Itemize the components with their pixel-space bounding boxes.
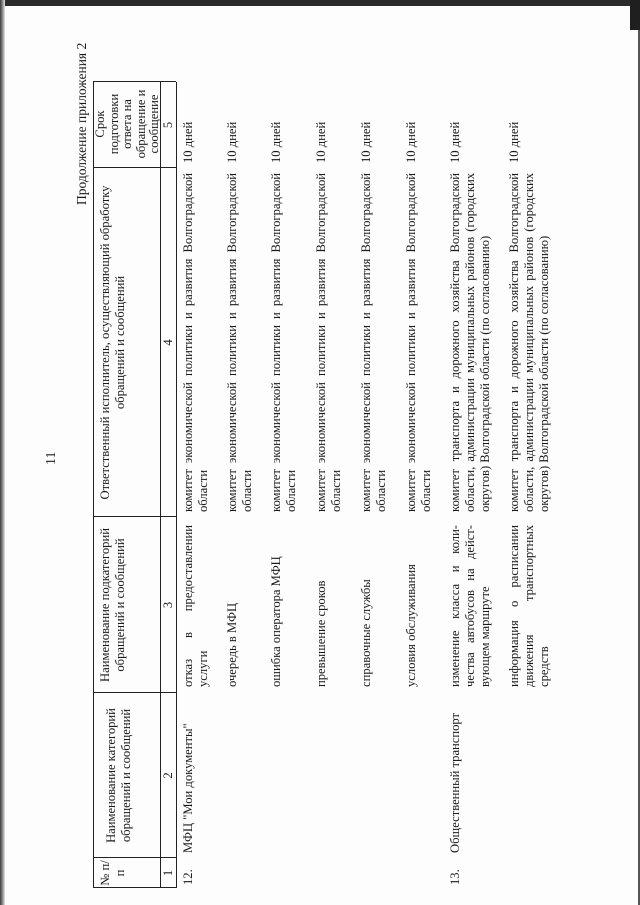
row-12-2-subcategory: очередь в МФЦ [225,602,239,687]
header-deadline: Срок подготовки ответа на обращение и сообщение [93,89,161,159]
column-number-2: 2 [161,772,175,779]
row-12-1-subcategory-line-1: отказ в предоставлении [181,525,195,687]
row-13-2-subcategory-line-1: информация о расписании [507,525,521,687]
row-13-1-deadline: 10 дней [448,121,462,163]
page-number: 11 [44,451,59,465]
row-13-2-deadline: 10 дней [507,121,521,163]
column-number-divider [176,82,177,888]
table-border-top [93,82,94,888]
header-num: № п/п [98,860,127,886]
column-number-5: 5 [161,121,175,129]
row-12-1-subcategory-line-2: услуги [196,650,210,687]
row-12-6-deadline: 10 дней [404,121,418,163]
row-13-2-executor-line-3: округов) Волгоградской области (по согласованию) [537,235,551,512]
row-12-3-executor-line-2: области [284,469,298,512]
row-12-3-executor-line-1: комитет экономической политики и развития Волгоградской [269,173,283,512]
row-13-1-subcategory-line-1: изменение класса и коли- [448,525,462,687]
row-12-5-executor-line-2: области [374,469,388,512]
row-13-num: 13. [448,869,462,885]
row-12-2-executor-line-1: комитет экономической политики и развития Волгоградской [225,173,239,512]
row-13-1-subcategory-line-2: чества автобусов на дейст- [463,525,477,687]
row-12-category: МФЦ "Мои документы" [181,723,195,853]
row-13-2-subcategory-line-3: средств [537,646,551,687]
row-12-2-deadline: 10 дней [225,121,239,163]
header-executor: Ответственный исполнитель, осуществляющий обработку обращений и сообщений [98,185,127,500]
row-13-1-executor-line-2: области, администрации муниципальных районов (городских [463,173,477,512]
row-12-1-deadline: 10 дней [181,121,195,163]
row-12-1-executor-line-2: области [196,469,210,512]
row-13-2-executor-line-1: комитет транспорта и дорожного хозяйства Волгоградской [507,173,521,512]
row-12-4-subcategory: превышение сроков [314,580,328,687]
row-12-num: 12. [181,869,195,885]
row-13-1-executor-line-1: комитет транспорта и дорожного хозяйства Волгоградской [448,173,462,512]
row-12-5-deadline: 10 дней [359,121,373,163]
row-13-category: Общественный транспорт [448,712,462,853]
row-13-2-executor-line-2: области, администрации муниципальных районов (городских [522,173,536,512]
row-12-6-subcategory: условия обслуживания [404,564,418,687]
column-number-4: 4 [161,339,175,346]
row-12-6-executor-line-2: области [419,469,433,512]
row-13-2-subcategory-line-2: движения транспортных [522,525,536,687]
row-13-1-executor-line-3: округов) Волгоградской области (по согласованию) [478,235,492,512]
row-12-3-deadline: 10 дней [269,121,283,163]
row-13-1-subcategory-line-3: вующем маршруте [478,586,492,687]
continuation-note: Продолжение приложения 2 [74,42,89,205]
header-subcategory: Наименование подкатегорий обращений и сообщений [98,528,127,682]
row-12-4-deadline: 10 дней [314,121,328,163]
row-12-2-executor-line-2: области [240,469,254,512]
column-number-1: 1 [161,869,175,877]
header-category: Наименование категорий обращений и сообщений [104,708,133,843]
row-12-3-subcategory: ошибка оператора МФЦ [269,556,283,687]
row-12-1-executor-line-1: комитет экономической политики и развития Волгоградской [181,173,195,512]
row-12-5-subcategory: справочные службы [359,579,373,687]
column-number-3: 3 [161,601,175,609]
row-12-4-executor-line-2: области [329,469,343,512]
row-12-4-executor-line-1: комитет экономической политики и развития Волгоградской [314,173,328,512]
row-12-6-executor-line-1: комитет экономической политики и развития Волгоградской [404,173,418,512]
row-12-5-executor-line-1: комитет экономической политики и развития Волгоградской [359,173,373,512]
